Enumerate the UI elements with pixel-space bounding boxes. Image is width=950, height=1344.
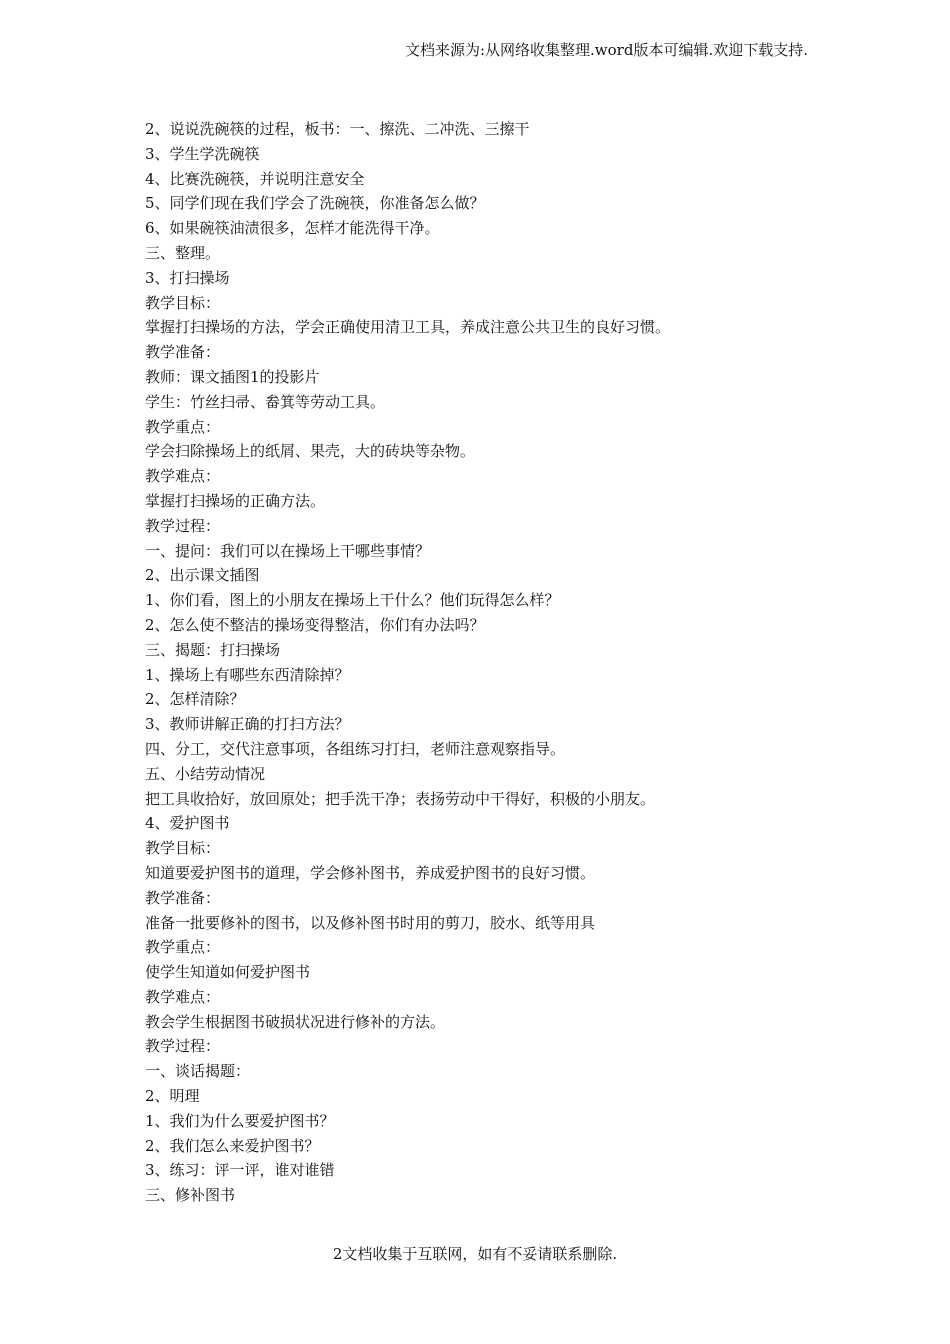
text-line: 学生：竹丝扫帚、畚箕等劳动工具。 (145, 392, 386, 411)
text-line: 4、爱护图书 (145, 814, 230, 833)
document-body (145, 117, 845, 1208)
text-line: 教学重点： (145, 938, 221, 957)
text-line: 把工具收拾好，放回原处；把手洗干净；表扬劳动中干得好，积极的小朋友。 (145, 789, 656, 808)
text-line: 三、整理。 (145, 243, 221, 262)
text-line: 6、如果碗筷油渍很多，怎样才能洗得干净。 (145, 219, 440, 238)
text-line: 教学过程： (145, 516, 221, 535)
text-line: 2、出示课文插图 (145, 566, 260, 585)
text-line: 四、分工，交代注意事项，各组练习打扫，老师注意观察指导。 (145, 739, 566, 758)
text-line: 教学准备： (145, 343, 221, 362)
text-line: 1、我们为什么要爱护图书？ (145, 1111, 335, 1130)
text-line: 5、同学们现在我们学会了洗碗筷，你准备怎么做？ (145, 194, 485, 213)
text-line: 2、怎么使不整洁的操场变得整洁，你们有办法吗？ (145, 615, 485, 634)
text-line: 掌握打扫操场的方法，学会正确使用清卫工具，养成注意公共卫生的良好习惯。 (145, 318, 671, 337)
page-footer: 2文档收集于互联网，如有不妥请联系删除. (332, 1245, 618, 1263)
text-line: 三、揭题：打扫操场 (145, 640, 281, 659)
text-line: 教学目标： (145, 839, 221, 858)
text-line: 2、说说洗碗筷的过程，板书：一、擦洗、二冲洗、三擦干 (145, 120, 530, 138)
text-line: 教学难点： (145, 987, 221, 1006)
text-line: 教学目标： (145, 293, 221, 312)
text-line: 教学准备： (145, 888, 221, 907)
text-line: 3、练习：评一评，谁对谁错 (145, 1161, 335, 1180)
text-line: 教学难点： (145, 467, 221, 486)
text-line: 2、我们怎么来爱护图书？ (145, 1136, 320, 1155)
text-line: 教师：课文插图1的投影片 (145, 367, 320, 386)
text-line: 3、打扫操场 (145, 268, 230, 287)
text-line: 1、你们看，图上的小朋友在操场上干什么？他们玩得怎么样？ (145, 591, 560, 610)
text-line: 1、操场上有哪些东西清除掉？ (145, 665, 350, 684)
text-line: 4、比赛洗碗筷，并说明注意安全 (145, 169, 365, 188)
text-line: 一、提问：我们可以在操场上干哪些事情？ (145, 541, 431, 560)
text-line: 2、明理 (145, 1087, 200, 1106)
text-line: 掌握打扫操场的正确方法。 (145, 491, 326, 510)
text-line: 五、小结劳动情况 (145, 764, 266, 783)
text-line: 3、学生学洗碗筷 (145, 144, 260, 163)
text-line: 三、修补图书 (145, 1186, 236, 1205)
page-header: 文档来源为:从网络收集整理.word版本可编辑.欢迎下载支持. (404, 41, 808, 59)
text-line: 知道要爱护图书的道理，学会修补图书，养成爱护图书的良好习惯。 (145, 863, 596, 882)
text-line: 3、教师讲解正确的打扫方法？ (145, 715, 350, 734)
text-line: 使学生知道如何爱护图书 (145, 963, 311, 982)
text-line: 准备一批要修补的图书，以及修补图书时用的剪刀，胶水、纸等用具 (145, 913, 596, 932)
text-line: 教学重点： (145, 417, 221, 436)
text-line: 教会学生根据图书破损状况进行修补的方法。 (145, 1012, 446, 1031)
text-line: 2、怎样清除？ (145, 690, 245, 709)
text-line: 一、谈话揭题： (145, 1062, 251, 1081)
text-line: 学会扫除操场上的纸屑、果壳，大的砖块等杂物。 (145, 442, 476, 461)
text-line: 教学过程： (145, 1037, 221, 1056)
